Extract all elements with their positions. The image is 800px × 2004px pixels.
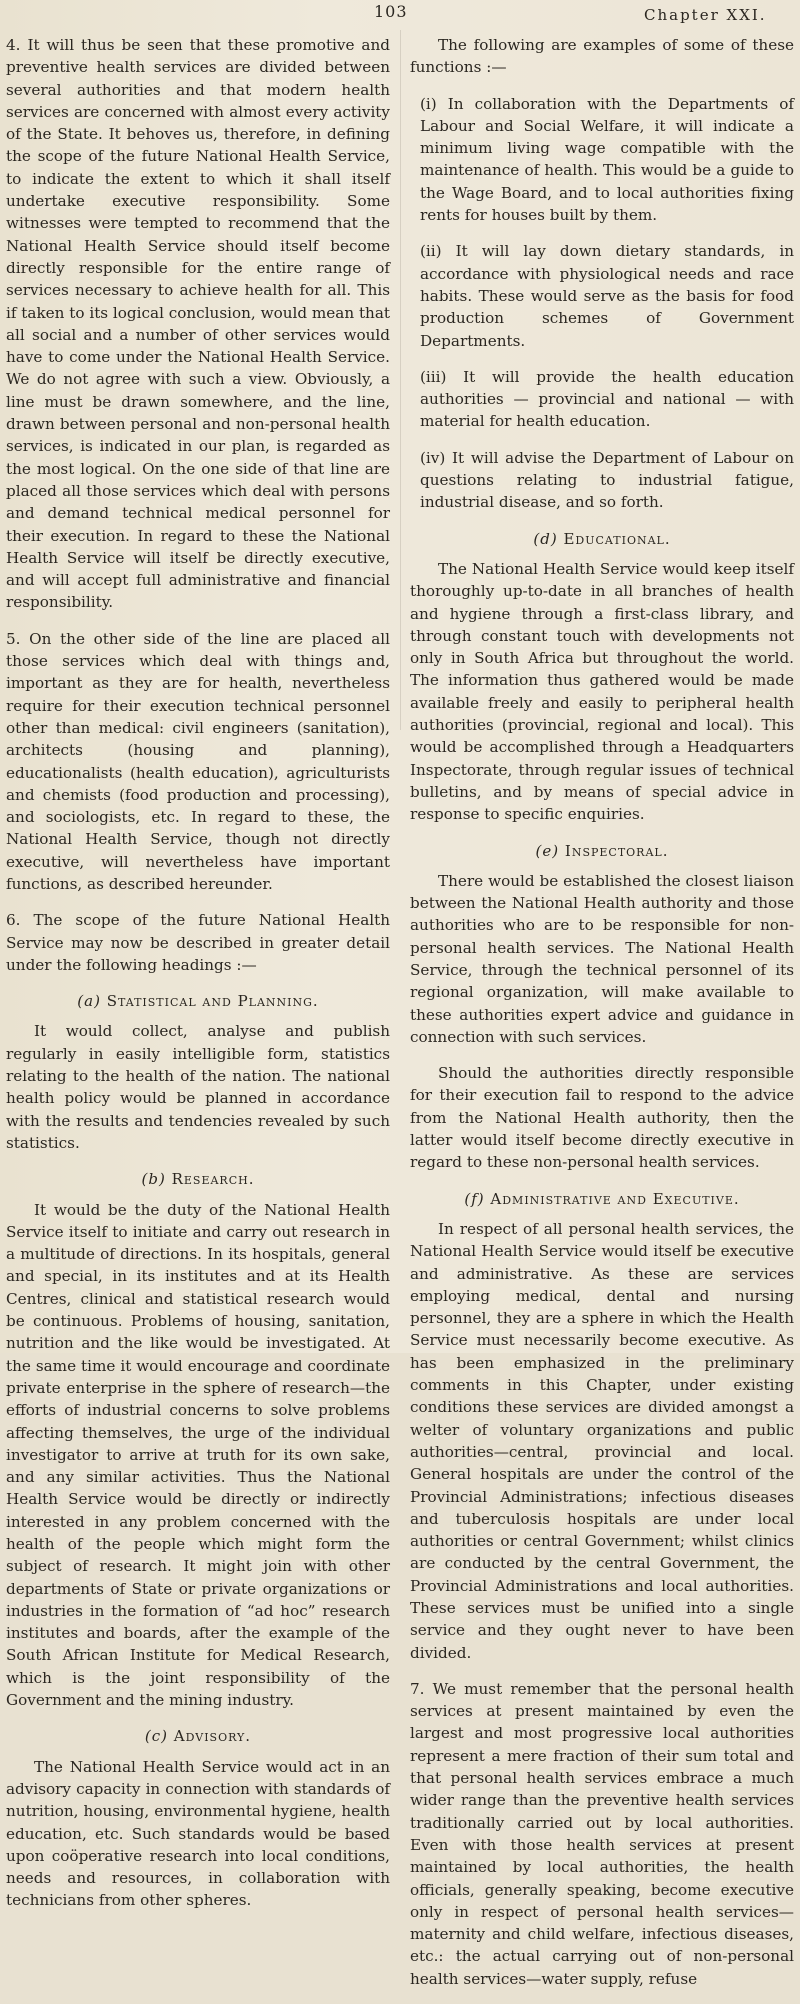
- gutter-divider: [400, 30, 401, 730]
- paragraph-4: 4. It will thus be seen that these promotive and preventive health services are divided between several authorities and that modern health services are concerned with almost every activity of the State. It behoves us, therefore, in defining the scope of the future National Health Service, to indicate the extent to which it shall itself undertake executive responsibility. Some witnesses were tempted to recommend that the National Health Service should itself become directly responsible for the entire range of services necessary to achieve health for all. This if taken to its logical conclusion, would mean that all social and a number of other services would have to come under the National Health Service. We do not agree with such a view. Obviously, a line must be drawn somewhere, and the line, drawn between personal and non-personal health services, is indicated in our plan, is regarded as the most logical. On the one side of that line are placed all those services which deal with persons and demand technical medical personnel for their execution. In regard to these the National Health Service will itself be directly executive, and will accept full administrative and financial responsibility.: [6, 36, 390, 612]
- heading-a-label: (a): [77, 992, 101, 1011]
- heading-d-text: Educational.: [563, 529, 671, 548]
- paragraph-e1: There would be established the closest liaison between the National Health authority and those authorities who are to be responsible for non-personal health services. The National Health Service, through the technical personnel of its regional organization, will make available to these authorities expert advice and guidance in connection with such services.: [410, 871, 794, 1046]
- paragraph-c: The National Health Service would act in an advisory capacity in connection with standards of nutrition, housing, environmental hygiene, health education, etc. Such standards would be based upon coöperative research into local conditions, needs and resources, in collaboration with technicians from other spheres.: [6, 1757, 390, 1910]
- heading-e-text: Inspectoral.: [564, 841, 669, 860]
- function-item-1: (i) In collaboration with the Departments of Labour and Social Welfare, it will indicate a minimum living wage compatible with the maintenance of health. This would be a guide to the Wage Board, and to local authorities fixing rents for houses built by them.: [420, 94, 794, 225]
- heading-c-label: (c): [144, 1727, 169, 1746]
- left-column: [6, 34, 390, 1926]
- paragraph-d: The National Health Service would keep itself thoroughly up-to-date in all branches of health and hygiene through a first-class library, and through constant touch with developments not only in South Africa but throughout the world. The information thus gathered would be made available freely and easily to peripheral health authorities (provincial, regional and local). This would be accomplished through a Headquarters Inspectorate, through regular issues of technical bulletins, and by means of special advice in response to specific enquiries.: [410, 559, 794, 824]
- heading-f-label: (f): [464, 1189, 485, 1208]
- heading-c: [6, 1725, 390, 1747]
- heading-c-text: Advisory.: [173, 1727, 252, 1746]
- heading-a-text: Statistical and Planning.: [106, 992, 319, 1011]
- heading-d: [410, 528, 794, 550]
- page-number: 103: [374, 2, 408, 21]
- function-item-3: (iii) It will provide the health education authorities — provincial and national — with material for health education.: [420, 367, 794, 431]
- heading-f-text: Administrative and Executive.: [490, 1189, 740, 1208]
- paragraph-b: It would be the duty of the National Health Service itself to initiate and carry out research in a multitude of directions. In its hospitals, general and special, in its institutes and at its Health Centres, clinical and statistical research would be continuous. Problems of housing, sanitation, nutrition and the like would be investigated. At the same time it would encourage and coordinate private enterprise in the sphere of research—the efforts of industrial concerns to solve problems affecting themselves, the urge of the individual investigator to arrive at truth for its own sake, and any similar activities. Thus the National Health Service would be directly or indirectly interested in any problem concerned with the health of the people which might form the subject of research. It might join with other departments of State or private organizations or industries in the formation of “ad hoc” research institutes and boards, after the example of the South African Institute for Medical Research, which is the joint responsibility of the Government and the mining industry.: [6, 1200, 390, 1710]
- paragraph-5: 5. On the other side of the line are placed all those services which deal with things and, important as they are for health, nevertheless require for their execution technical personnel other than medical: civil engineers (sanitation), architects (housing and planning), educationalists (health education), agriculturists and chemists (food production and processing), and sociologists, etc. In regard to these, the National Health Service, though not directly executive, will nevertheless have important functions, as described hereunder.: [6, 629, 390, 893]
- paragraph-7: 7. We must remember that the personal health services at present maintained by even the largest and most progressive local authorities represent a mere fraction of their sum total and that personal health services embrace a much wider range than the preventive health services traditionally carried out by local authorities. Even with those health services at present maintained by local authorities, the health officials, generally speaking, become executive only in respect of personal health services—maternity and child welfare, infectious diseases, etc.: the actual carrying out of non-personal health services—water supply, refuse: [410, 1679, 794, 1988]
- function-item-4: (iv) It will advise the Department of Labour on questions relating to industrial fatigue, industrial disease, and so forth.: [420, 448, 794, 512]
- heading-a: [6, 990, 390, 1012]
- heading-b: [6, 1168, 390, 1190]
- heading-e: [410, 840, 794, 862]
- heading-d-label: (d): [533, 529, 558, 548]
- chapter-header: Chapter XXI.: [644, 6, 767, 24]
- heading-f: [410, 1188, 794, 1210]
- functions-intro: The following are examples of some of these functions :—: [410, 36, 794, 77]
- paragraph-f: In respect of all personal health services, the National Health Service would itself be executive and administrative. As these are services employing medical, dental and nursing personnel, they are a sphere in which the Health Service must necessarily become executive. As has been emphasized in the preliminary comments in this Chapter, under existing conditions these services are divided amongst a welter of voluntary organizations and public authorities—central, provincial and local. General hospitals are under the control of the Provincial Administrations; infectious diseases and tuberculosis hospitals are under local authorities or central Government; whilst clinics are conducted by the central Government, the Provincial Administrations and local authorities. These services must be unified into a single service and they ought never to have been divided.: [410, 1219, 794, 1662]
- function-item-2: (ii) It will lay down dietary standards, in accordance with physiological needs and race habits. These would serve as the basis for food production schemes of Government Departments.: [420, 242, 794, 350]
- paragraph-a: It would collect, analyse and publish regularly in easily intelligible form, statistics relating to the health of the nation. The national health policy would be planned in accordance with the results and tendencies revealed by such statistics.: [6, 1022, 390, 1152]
- heading-e-label: (e): [535, 841, 560, 860]
- right-column: [410, 34, 794, 2004]
- heading-b-text: Research.: [171, 1170, 255, 1189]
- heading-b-label: (b): [141, 1170, 166, 1189]
- paragraph-e2: Should the authorities directly responsible for their execution fail to respond to the advice from the National Health authority, then the latter would itself become directly executive in regard to these non-personal health services.: [410, 1064, 794, 1172]
- paragraph-6: 6. The scope of the future National Health Service may now be described in greater detail under the following headings :—: [6, 911, 390, 974]
